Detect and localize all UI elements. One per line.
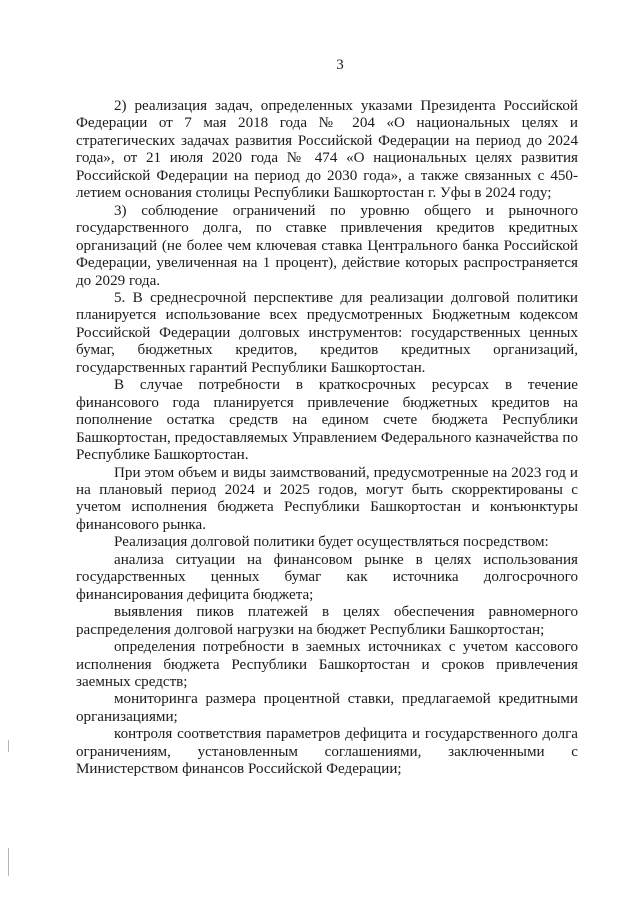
- document-body: [76, 98, 578, 779]
- paragraph-debt-limits: 3) соблюдение ограничений по уровню общего и рыночного государственного долга, по ставке привлечения кредитов кредитных организаций (не более чем ключевая ставка Центрального банка Российской Федерации, увеличенная на 1 процент), действие которых распространяется до 2029 года.: [76, 202, 578, 289]
- paragraph-debt-instruments: 5. В среднесрочной перспективе для реализации долговой политики планируется использование всех предусмотренных Бюджетным кодексом Российской Федерации долговых инструментов: государственных ценных бумаг, бюджетных кредитов, кредитов кредитных организаций, государственных гарантий Республики Башкортостан.: [76, 289, 578, 376]
- paragraph-goal-presidential-decrees: 2) реализация задач, определенных указами Президента Российской Федерации от 7 мая 2018 года № 204 «О национальных целях и стратегических задачах развития Российской Федерации на период до 2024 года», от 21 июля 2020 года № 474 «О национальных целях развития Российской Федерации на период до 2030 года», а также связанных с 450-летием основания столицы Республики Башкортостан г. Уфы в 2024 году;: [76, 98, 578, 202]
- paragraph-implementation-intro: Реализация долговой политики будет осуществляться посредством:: [114, 534, 549, 551]
- paragraph-borrowing-adjustment: При этом объем и виды заимствований, предусмотренные на 2023 год и на плановый период 2024 и 2025 годов, могут быть скорректированы с учетом исполнения бюджета Республики Башкортостан и конъюнктуры финансового рынка.: [76, 464, 578, 533]
- scan-mark-upper: [8, 740, 9, 752]
- paragraph-short-term-resources: В случае потребности в краткосрочных ресурсах в течение финансового года планируется привлечение бюджетных кредитов на пополнение остатка средств на едином счете бюджета Республики Башкортостан, предоставляемых Управлением Федерального казначейства по Республике Башкортостан.: [76, 377, 578, 464]
- list-item-payment-peaks: выявления пиков платежей в целях обеспечения равномерного распределения долговой нагрузки на бюджет Республики Башкортостан;: [76, 604, 578, 638]
- list-item-interest-monitoring: мониторинга размера процентной ставки, предлагаемой кредитными организациями;: [76, 691, 578, 725]
- list-item-market-analysis: анализа ситуации на финансовом рынке в целях использования государственных ценных бумаг как источника долгосрочного финансирования дефицита бюджета;: [76, 551, 578, 603]
- scan-mark-lower: [8, 848, 9, 876]
- list-item-borrowing-needs: определения потребности в заемных источниках с учетом кассового исполнения бюджета Республики Башкортостан и сроков привлечения заемных средств;: [76, 639, 578, 690]
- list-item-deficit-control: контроля соответствия параметров дефицита и государственного долга ограничениям, установленным соглашениями, заключенными с Министерством финансов Российской Федерации;: [76, 726, 578, 778]
- page-number: 3: [336, 57, 344, 73]
